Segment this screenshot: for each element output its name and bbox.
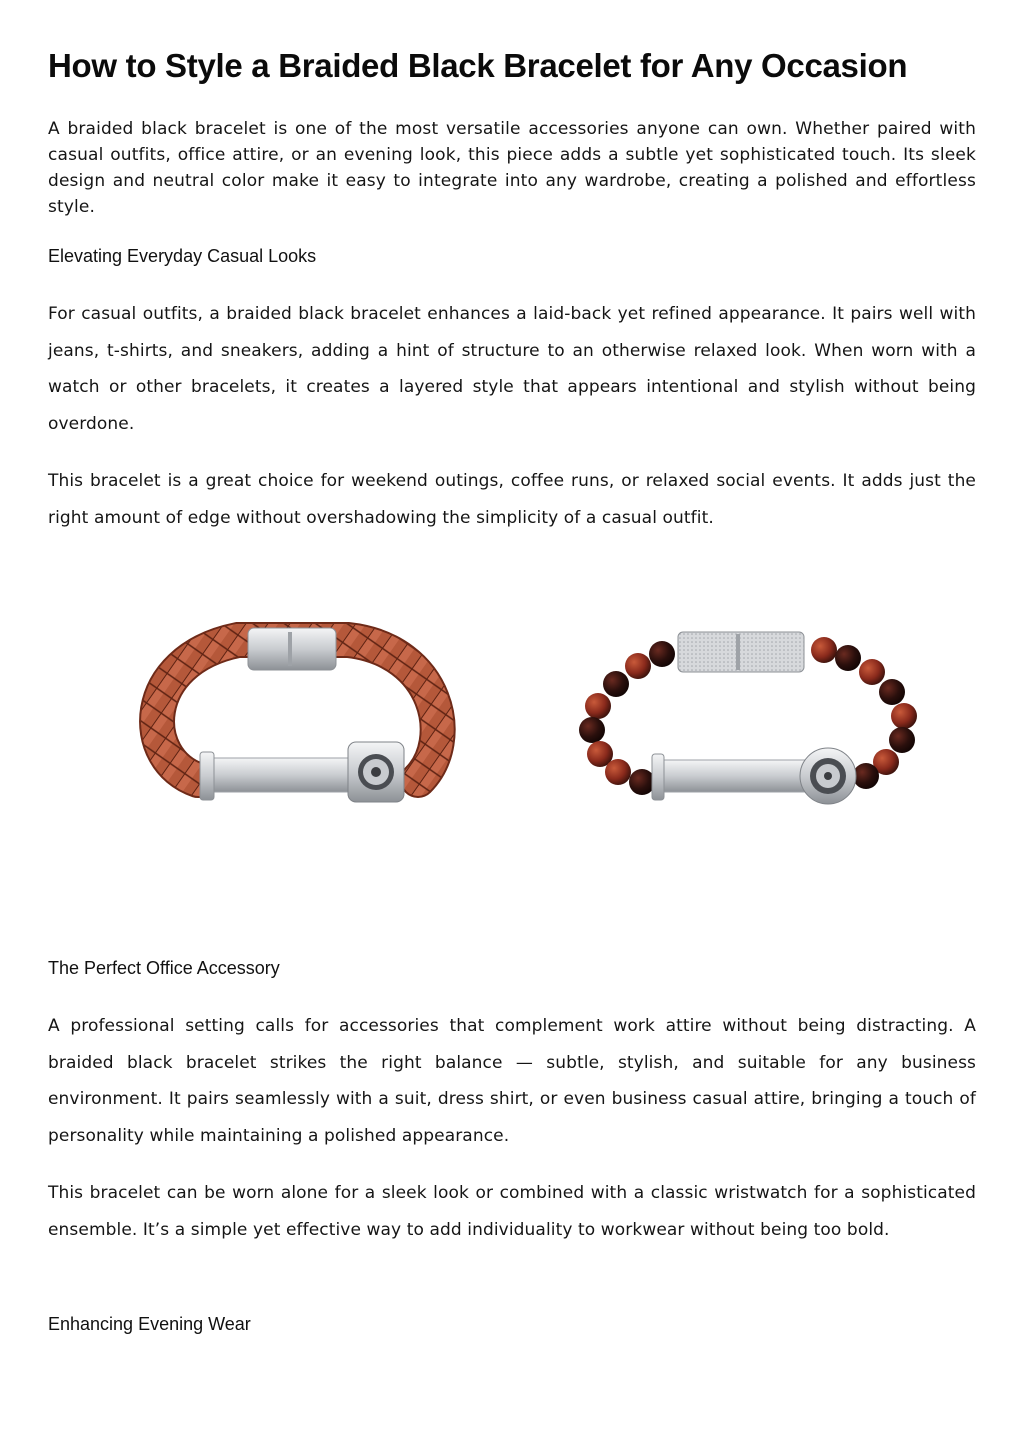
intro-paragraph: A braided black bracelet is one of the most versatile accessories anyone can own. Whether paired with casual outfits, office attire, or an evening look, this piece adds a subtle yet sophisticated touch. Its sleek design and neutral color make it easy to integrate into any wardrobe, creating a polished and effortless style. <box>48 119 976 217</box>
casual-paragraph-1: For casual outfits, a braided black bracelet enhances a laid-back yet refined appearance. It pairs well with jeans, t-shirts, and sneakers, adding a hint of structure to an otherwise relaxed look. When worn with a watch or other bracelets, it creates a layered style that appears intentional and stylish without being overdone. <box>48 304 976 434</box>
beaded-stone-bracelet-icon <box>570 620 930 824</box>
braided-leather-bracelet-icon <box>138 620 458 824</box>
section-heading-casual: Elevating Everyday Casual Looks <box>48 246 317 266</box>
section-heading-office: The Perfect Office Accessory <box>48 958 280 978</box>
office-paragraph-1: A professional setting calls for accessories that complement work attire without being distracting. A braided black bracelet strikes the right balance — subtle, stylish, and suitable for any business environment. It pairs seamlessly with a suit, dress shirt, or even business casual attire, bringing a touch of personality while maintaining a polished appearance. <box>48 1016 976 1146</box>
office-paragraph-2: This bracelet can be worn alone for a sleek look or combined with a classic wristwatch for a sophisticated ensemble. It’s a simple yet effective way to add individuality to workwear without being too bold. <box>48 1183 976 1240</box>
product-images <box>0 560 1024 880</box>
article-title: How to Style a Braided Black Bracelet for Any Occasion <box>48 47 908 84</box>
casual-paragraph-2: This bracelet is a great choice for weekend outings, coffee runs, or relaxed social events. It adds just the right amount of edge without overshadowing the simplicity of a casual outfit. <box>48 471 976 528</box>
section-heading-evening: Enhancing Evening Wear <box>48 1314 251 1334</box>
